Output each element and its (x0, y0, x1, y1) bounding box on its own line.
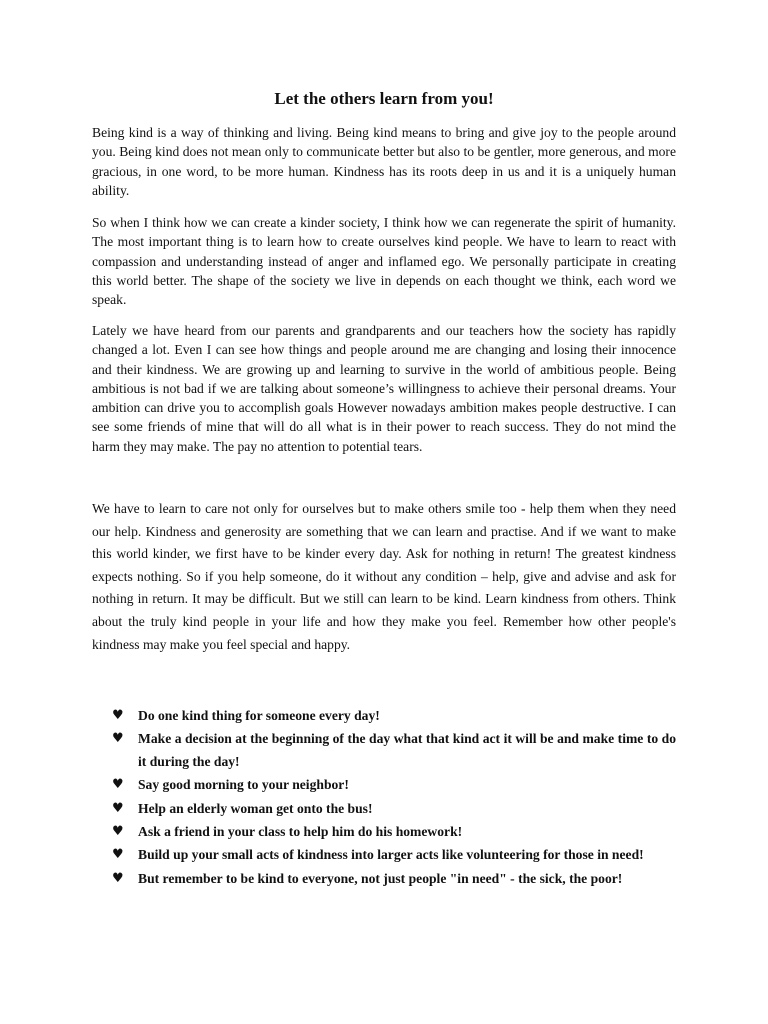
list-item (112, 774, 676, 796)
kindness-tips-list (112, 705, 676, 891)
paragraph-3: Lately we have heard from our parents and grandparents and our teachers how the society has rapidly changed a lot. Even I can see how things and people around me are changing and losing their innocence and their kindness. We are growing up and learning to survive in the world of ambitious people. Being ambitious is not bad if we are talking about someone’s willingness to achieve their personal dreams. Your ambition can drive you to accomplish goals However nowadays ambition makes people destructive. I can see some friends of mine that will do all what is in their power to reach success. They do not mind the harm they may make. The pay no attention to potential tears. (92, 323, 676, 454)
document-title: Let the others learn from you! (274, 89, 494, 108)
list-item-text: Do one kind thing for someone every day! (138, 708, 380, 723)
heart-icon: ♥ (112, 800, 124, 816)
list-item-text: But remember to be kind to everyone, not just people "in need" - the sick, the poor! (138, 870, 623, 886)
paragraph-4: We have to learn to care not only for ourselves but to make others smile too - help them when they need our help. Kindness and generosity are something that we can learn and practise. And if we want to make this world kinder, we first have to be kinder every day. Ask for nothing in return! The greatest kindness expects nothing. So if you help someone, do it without any condition – help, give and advise and ask for nothing in return. It may be difficult. But we still can learn to be kind. Learn kindness from others. Think about the truly kind people in your life and how they make you feel. Remember how other people's kindness may make you feel special and happy. (92, 501, 676, 652)
list-item (112, 844, 676, 866)
list-item (112, 868, 676, 890)
list-item-text: Make a decision at the beginning of the day what that kind act it will be and make time to do it during the day! (138, 731, 676, 769)
list-item (112, 821, 676, 843)
heart-icon: ♥ (112, 708, 124, 723)
list-item-text: Say good morning to your neighbor! (138, 777, 349, 793)
paragraph-2: So when I think how we can create a kinder society, I think how we can regenerate the spirit of humanity. The most important thing is to learn how to create ourselves kind people. We have to learn to react with compassion and understanding instead of anger and inflamed ego. We personally participate in creating this world better. The shape of the society we live in depends on each thought we think, each word we speak. (92, 215, 676, 308)
heart-icon: ♥ (112, 870, 124, 886)
list-item (112, 728, 676, 773)
list-item-text: Ask a friend in your class to help him do his homework! (138, 824, 463, 840)
paragraph-1: Being kind is a way of thinking and living. Being kind means to bring and give joy to the people around you. Being kind does not mean only to communicate better but also to be gentler, more generous, and more gracious, in one word, to be more human. Kindness has its roots deep in us and it is a uniquely human ability. (92, 125, 676, 198)
heart-icon: ♥ (112, 824, 124, 840)
list-item (112, 705, 676, 727)
list-item-text: Build up your small acts of kindness into larger acts like volunteering for those in need! (138, 847, 644, 863)
heart-icon: ♥ (112, 731, 124, 747)
heart-icon: ♥ (112, 777, 124, 793)
list-item-text: Help an elderly woman get onto the bus! (138, 800, 373, 816)
heart-icon: ♥ (112, 847, 124, 863)
list-item (112, 798, 676, 820)
